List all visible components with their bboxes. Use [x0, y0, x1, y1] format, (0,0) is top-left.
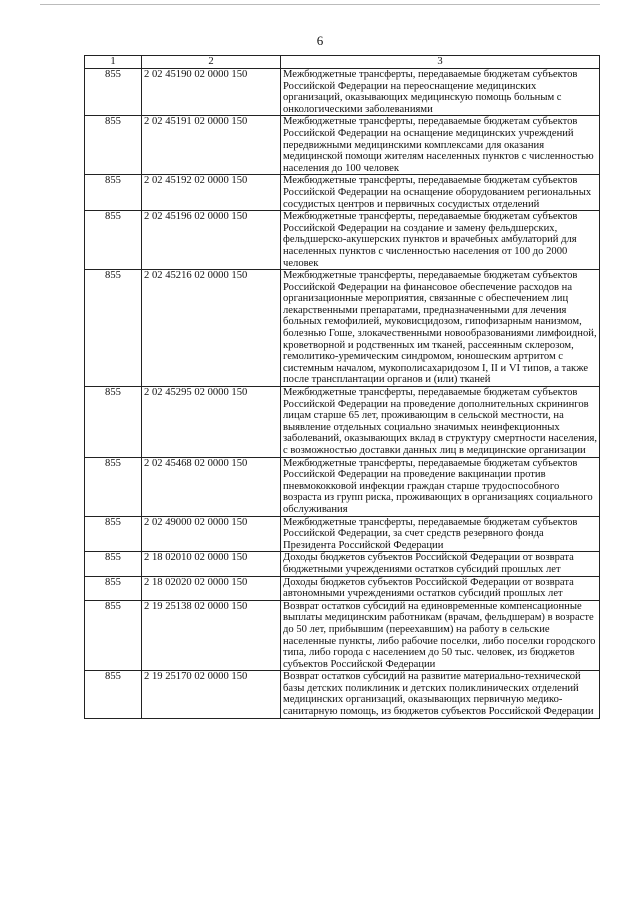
table-row: [85, 600, 600, 671]
admin-code-cell: 855: [85, 671, 142, 718]
description-cell: Межбюджетные трансферты, передаваемые бюджетам субъектов Российской Федерации на проведение вакцинации против пневмококковой инфекции граждан старше трудоспособного возраста из групп риска, проживающих в организациях социального обслуживания: [281, 457, 600, 516]
budget-code-cell: 2 19 25138 02 0000 150: [142, 600, 281, 671]
table-row: [85, 457, 600, 516]
table-row: [85, 552, 600, 576]
description-cell: Межбюджетные трансферты, передаваемые бюджетам субъектов Российской Федерации на создание и замену фельдшерских, фельдшерско-акушерских пунктов и врачебных амбулаторий для населенных пунктов с численностью населения от 100 до 2000 человек: [281, 211, 600, 270]
column-header-1: 1: [85, 56, 142, 69]
admin-code-cell: 855: [85, 116, 142, 175]
budget-code-cell: 2 02 45192 02 0000 150: [142, 175, 281, 211]
admin-code-cell: 855: [85, 576, 142, 600]
top-edge-line: [40, 4, 600, 5]
budget-code-cell: 2 02 45196 02 0000 150: [142, 211, 281, 270]
admin-code-cell: 855: [85, 211, 142, 270]
admin-code-cell: 855: [85, 552, 142, 576]
budget-code-cell: 2 02 45468 02 0000 150: [142, 457, 281, 516]
budget-code-cell: 2 02 45190 02 0000 150: [142, 69, 281, 116]
budget-code-cell: 2 02 49000 02 0000 150: [142, 516, 281, 552]
column-header-3: 3: [281, 56, 600, 69]
table-row: [85, 175, 600, 211]
table-row: [85, 671, 600, 718]
description-cell: Межбюджетные трансферты, передаваемые бюджетам субъектов Российской Федерации на проведение дополнительных скринингов лицам старше 65 лет, проживающим в сельской местности, на выявление отдельных социально значимых неинфекционных заболеваний, оказывающих вклад в структуру смертности населения, с возможностью доставки данных лиц в медицинские организации: [281, 387, 600, 458]
admin-code-cell: 855: [85, 600, 142, 671]
description-cell: Межбюджетные трансферты, передаваемые бюджетам субъектов Российской Федерации, за счет средств резервного фонда Президента Российской Федерации: [281, 516, 600, 552]
budget-code-cell: 2 19 25170 02 0000 150: [142, 671, 281, 718]
table-row: [85, 116, 600, 175]
page-number: 6: [316, 33, 324, 48]
budget-code-cell: 2 18 02010 02 0000 150: [142, 552, 281, 576]
description-cell: Доходы бюджетов субъектов Российской Федерации от возврата бюджетными учреждениями остатков субсидий прошлых лет: [281, 552, 600, 576]
table-row: [85, 270, 600, 387]
admin-code-cell: 855: [85, 270, 142, 387]
description-cell: Межбюджетные трансферты, передаваемые бюджетам субъектов Российской Федерации на финансовое обеспечение расходов на организационные мероприятия, связанные с обеспечением лиц лекарственными препаратами, предназначенными для лечения больных гемофилией, муковисцидозом, гипофизарным нанизмом, болезнью Гоше, злокачественными новообразованиями лимфоидной, кроветворной и родственных им тканей, рассеянным склерозом, гемолитико-уремическим синдромом, юношеским артритом с системным началом, мукополисахаридозом I, II и VI типов, а также после трансплантации органов и (или) тканей: [281, 270, 600, 387]
description-cell: Межбюджетные трансферты, передаваемые бюджетам субъектов Российской Федерации на оснащение оборудованием региональных сосудистых центров и первичных сосудистых отделений: [281, 175, 600, 211]
admin-code-cell: 855: [85, 516, 142, 552]
budget-code-cell: 2 02 45216 02 0000 150: [142, 270, 281, 387]
admin-code-cell: 855: [85, 457, 142, 516]
table-row: [85, 576, 600, 600]
description-cell: Возврат остатков субсидий на развитие материально-технической базы детских поликлиник и детских поликлинических отделений медицинских организаций, оказывающих первичную медико-санитарную помощь, из бюджетов субъектов Российской Федерации: [281, 671, 600, 718]
admin-code-cell: 855: [85, 175, 142, 211]
table-header-row: [85, 56, 600, 69]
table-row: [85, 211, 600, 270]
budget-code-cell: 2 02 45191 02 0000 150: [142, 116, 281, 175]
table-row: [85, 516, 600, 552]
table-row: [85, 69, 600, 116]
description-cell: Межбюджетные трансферты, передаваемые бюджетам субъектов Российской Федерации на оснащение медицинских учреждений передвижными медицинскими комплексами для оказания медицинской помощи жителям населенных пунктов с численностью населения до 100 человек: [281, 116, 600, 175]
budget-code-cell: 2 02 45295 02 0000 150: [142, 387, 281, 458]
description-cell: Доходы бюджетов субъектов Российской Федерации от возврата автономными учреждениями остатков субсидий прошлых лет: [281, 576, 600, 600]
budget-code-cell: 2 18 02020 02 0000 150: [142, 576, 281, 600]
budget-classification-table: [84, 55, 600, 719]
description-cell: Межбюджетные трансферты, передаваемые бюджетам субъектов Российской Федерации на переоснащение медицинских организаций, оказывающих медицинскую помощь больным с онкологическими заболеваниями: [281, 69, 600, 116]
description-cell: Возврат остатков субсидий на единовременные компенсационные выплаты медицинским работникам (врачам, фельдшерам) в возрасте до 50 лет, прибывшим (переехавшим) на работу в сельские населенные пункты, либо рабочие поселки, либо поселки городского типа, либо города с населением до 50 тыс. человек, из бюджетов субъектов Российской Федерации: [281, 600, 600, 671]
admin-code-cell: 855: [85, 387, 142, 458]
table-row: [85, 387, 600, 458]
admin-code-cell: 855: [85, 69, 142, 116]
column-header-2: 2: [142, 56, 281, 69]
